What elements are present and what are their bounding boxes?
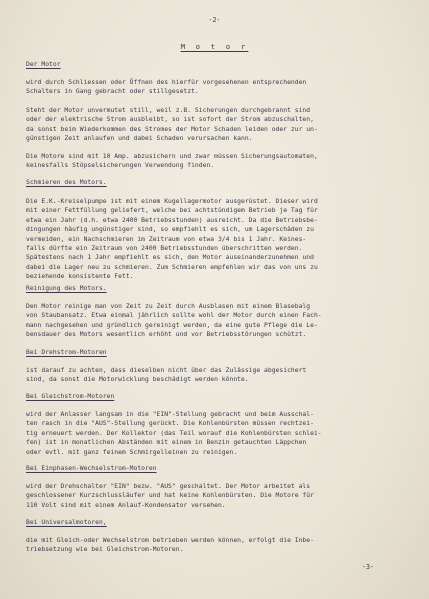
text-line: mit einer Fettfüllung geliefert, welche bei achtstündigem Betrieb je Tag für xyxy=(26,207,318,215)
section-heading: Bei Drehstrom-Motoren xyxy=(26,349,107,356)
paragraph-drehstrom xyxy=(26,366,405,385)
paragraph-motor-stop xyxy=(26,106,405,144)
text-line: keinesfalls Stöpselsicherungen Verwendung finden. xyxy=(26,162,215,170)
text-line: etwa ein Jahr (d.h. etwa 2400 Betriebsstunden) ausreicht. Da die Betriebsbe- xyxy=(26,216,318,224)
text-line: mann nachgesehen und gründlich gereinigt werden, da eine gute Pflege die Le- xyxy=(26,321,318,329)
page-number-top: -2- xyxy=(208,16,221,24)
paragraph-schmieren xyxy=(26,197,405,282)
section-einphasen xyxy=(26,464,405,473)
text-line: von Staubansatz. Etwa einmal jährlich sollte wohl der Motor durch einen Fach- xyxy=(26,312,322,320)
text-line: beziehende konsistente Fett. xyxy=(26,273,134,281)
text-line: Die E.K.-Kreiselpumpe ist mit einem Kugellagermotor ausgerüstet. Dieser wird xyxy=(26,198,318,205)
section-schmieren xyxy=(26,178,405,187)
text-line: oder der elektrische Strom ausbleibt, so ist sofort der Strom abzuschalten, xyxy=(26,116,314,124)
text-line: dingungen häufig ungünstiger sind, so empfiehlt es sich, um Lagerschäden zu xyxy=(26,226,314,234)
text-line: triebsetzung wie bei Gleichstrom-Motoren. xyxy=(26,546,184,554)
text-line: 110 Volt sind mit einem Anlauf-Kondensator versehen. xyxy=(26,501,226,509)
text-line: tig erneuert werden. Der Kollektor (das Teil worauf die Kohlenbürsten schlei- xyxy=(26,429,322,437)
paragraph-reinigung xyxy=(26,302,405,340)
text-line: wird der Anlasser langsam in die "EIN"-Stellung gebracht und beim Ausschal- xyxy=(26,411,314,418)
text-line: wird durch Schliessen oder Öffnen des hierfür vorgesehenen entsprechenden xyxy=(26,79,307,86)
paragraph-fuses xyxy=(26,152,405,171)
section-gleichstrom xyxy=(26,392,405,401)
text-line: Den Motor reinige man von Zeit zu Zeit durch Ausblasen mit einem Blasebalg xyxy=(26,303,311,310)
section-universal xyxy=(26,518,405,527)
paragraph-universal xyxy=(26,536,405,555)
text-line: günstigen Zeit anlaufen und dabei Schaden verursachen kann. xyxy=(26,135,253,143)
text-line: geschlossener Kurzschlussläufer und hat keine Kohlenbürsten. Die Motore für xyxy=(26,492,314,500)
text-line: Spätestens nach 1 Jahr empfiehlt es sich, den Motor auseinanderzunehmen und xyxy=(26,254,314,262)
section-heading: Bei Universalmotoren, xyxy=(26,519,107,526)
section-heading: Der Motor xyxy=(26,61,61,68)
text-line: Steht der Motor unvermutet still, weil z.B. Sicherungen durchgebrannt sind xyxy=(26,107,311,114)
text-line: dabei die Lager neu zu schmieren. Zum Schmieren empfehlen wir das von uns zu xyxy=(26,263,318,271)
section-heading: Bei Einphasen-Wechselstrom-Motoren xyxy=(26,465,157,472)
text-line: da sonst beim Wiederkommen des Stromes der Motor Schaden leiden oder zur un- xyxy=(26,125,318,133)
section-heading: Schmieren des Motors. xyxy=(26,179,107,186)
text-line: oder evtl. mit ganz feinem Schmirgelleinen zu reinigen. xyxy=(26,448,238,456)
paragraph-einphasen xyxy=(26,482,405,510)
section-reinigung xyxy=(26,284,405,293)
page-title: M o t o r xyxy=(180,42,249,51)
text-line: Die Motore sind mit 10 Amp. abzusichern und zwar müssen Sicherungsautomaten, xyxy=(26,153,318,160)
text-line: falls dürfte ein Zeitraum von 2400 Betriebsstunden überschritten werden. xyxy=(26,245,303,253)
section-der-motor xyxy=(26,60,405,69)
section-heading: Bei Gleichstrom-Motoren xyxy=(26,393,115,400)
text-line: wird der Drehschalter "EIN" bezw. "AUS" geschaltet. Der Motor arbeitet als xyxy=(26,483,311,490)
section-drehstrom xyxy=(26,348,405,357)
text-line: ist darauf zu achten, dass dieselben nicht über das Zulässige abgesichert xyxy=(26,367,307,374)
section-heading: Reinigung des Motors. xyxy=(26,285,107,292)
page-number-bottom: -3- xyxy=(362,563,374,571)
paragraph-gleichstrom xyxy=(26,410,405,457)
text-line: bensdauer des Motors wesentlich erhöht und vor Betriebsstörungen schützt. xyxy=(26,331,307,339)
text-line: die mit Gleich-oder Wechselstrom betrieben werden können, erfolgt die Inbe- xyxy=(26,537,314,544)
text-line: fen) ist in monatlichen Abständen mit einem in Benzin getauchten Läppchen xyxy=(26,439,307,447)
text-line: Schalters in Gang gebracht oder stillgesetzt. xyxy=(26,88,199,96)
text-line: vermeiden, ein Nachschmieren im Zeitraum von etwa 3/4 bis 1 Jahr. Keines- xyxy=(26,235,307,243)
text-line: sind, da sonst die Motorwicklung beschädigt werden könnte. xyxy=(26,376,249,384)
paragraph-motor-start xyxy=(26,78,405,97)
text-line: ten rasch in die "AUS"-Stellung gerückt. Die Kohlenbürsten müssen rechtzei- xyxy=(26,420,314,428)
